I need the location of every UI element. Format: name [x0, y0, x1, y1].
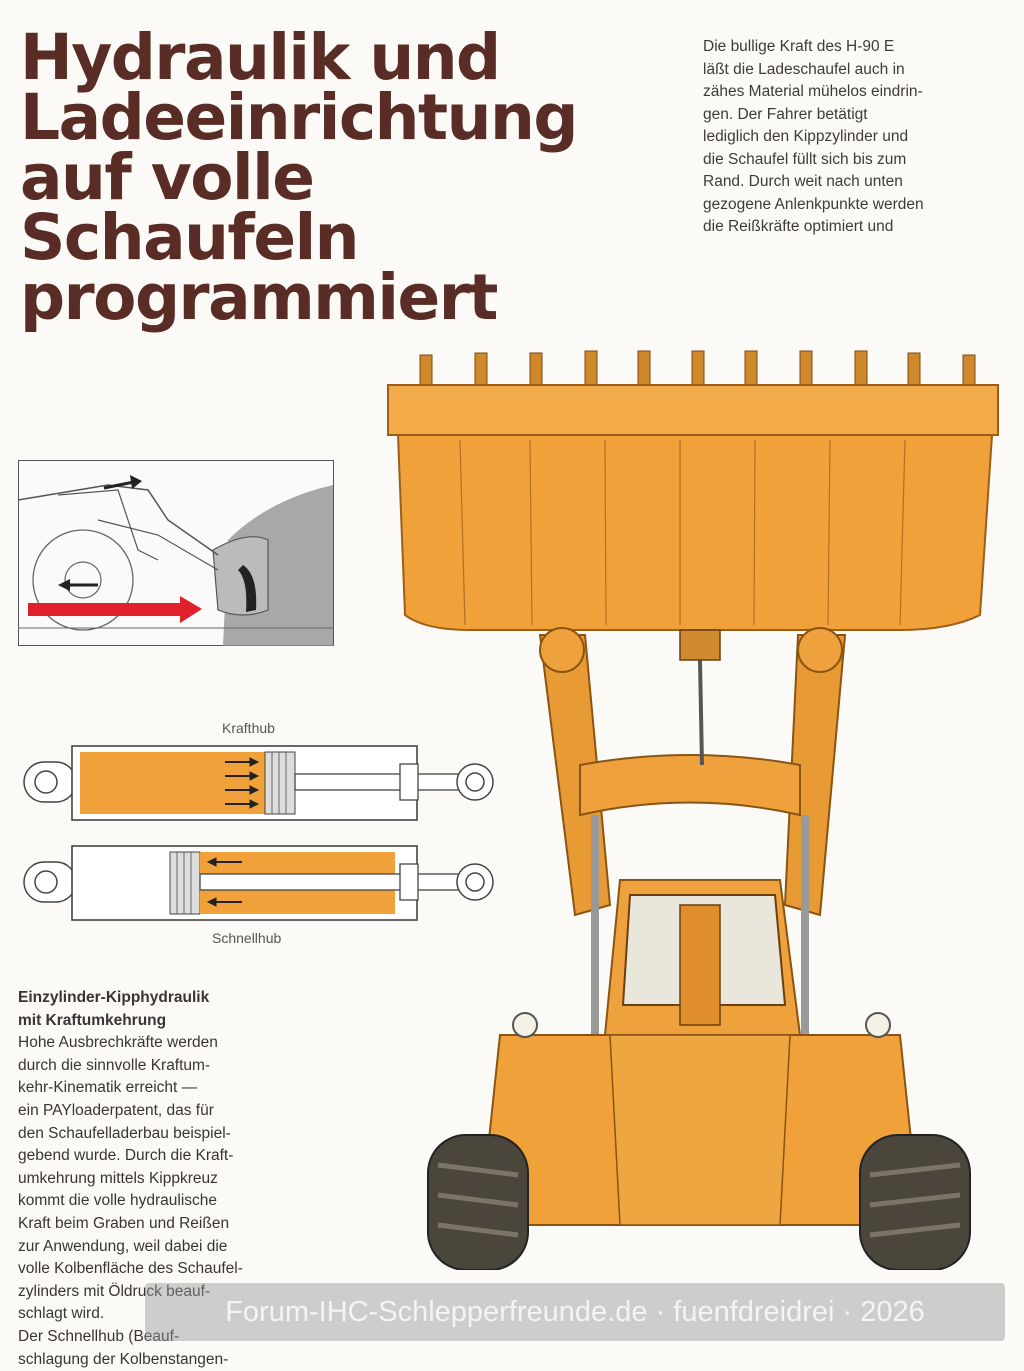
body-line: zur Anwendung, weil dabei die	[18, 1236, 308, 1259]
body-line: Der Schnellhub (Beauf-	[18, 1326, 308, 1349]
headline-line: Schaufeln	[20, 208, 710, 268]
body-line: kehr-Kinematik erreicht —	[18, 1077, 308, 1100]
intro-paragraph	[703, 36, 1003, 239]
intro-line: Die bullige Kraft des H-90 E	[703, 36, 1003, 59]
body-line: volle Kolbenfläche des Schaufel-	[18, 1258, 308, 1281]
headline-line: auf volle	[20, 148, 710, 208]
body-line: durch die sinnvolle Kraftum-	[18, 1055, 308, 1078]
body-line: zylinders mit Öldruck beauf-	[18, 1281, 308, 1304]
intro-line: Rand. Durch weit nach unten	[703, 171, 1003, 194]
intro-line: lediglich den Kippzylinder und	[703, 126, 1003, 149]
headline	[20, 28, 710, 328]
intro-line: die Reißkräfte optimiert und	[703, 216, 1003, 239]
schnellhub-label: Schnellhub	[212, 930, 281, 946]
headline-line: Hydraulik und	[20, 28, 710, 88]
headline-line: Ladeeinrichtung	[20, 88, 710, 148]
body-line: kommt die volle hydraulische	[18, 1190, 308, 1213]
section-subheading: mit Kraftumkehrung	[18, 1010, 308, 1033]
body-line: Hohe Ausbrechkräfte werden	[18, 1032, 308, 1055]
intro-line: läßt die Ladeschaufel auch in	[703, 59, 1003, 82]
body-line: den Schaufelladerbau beispiel-	[18, 1123, 308, 1146]
body-line: gebend wurde. Durch die Kraft-	[18, 1145, 308, 1168]
headline-line: programmiert	[20, 268, 710, 328]
body-line: Kraft beim Graben und Reißen	[18, 1213, 308, 1236]
body-line: ein PAYloaderpatent, das für	[18, 1100, 308, 1123]
intro-line: gezogene Anlenkpunkte werden	[703, 194, 1003, 217]
body-line: schlagt wird.	[18, 1303, 308, 1326]
intro-line: die Schaufel füllt sich bis zum	[703, 149, 1003, 172]
section-subheading: Einzylinder-Kipphydraulik	[18, 987, 308, 1010]
body-line: schlagung der Kolbenstangen-	[18, 1349, 308, 1371]
intro-line: gen. Der Fahrer betätigt	[703, 104, 1003, 127]
wheel-loader-illustration	[380, 345, 1024, 1270]
intro-line: zähes Material mühelos eindrin-	[703, 81, 1003, 104]
watermark: Forum-IHC-Schlepperfreunde.de · fuenfdreidrei · 2026	[145, 1283, 1005, 1341]
body-line: umkehrung mittels Kippkreuz	[18, 1168, 308, 1191]
krafthub-label: Krafthub	[222, 720, 275, 736]
digging-diagram	[18, 460, 334, 646]
